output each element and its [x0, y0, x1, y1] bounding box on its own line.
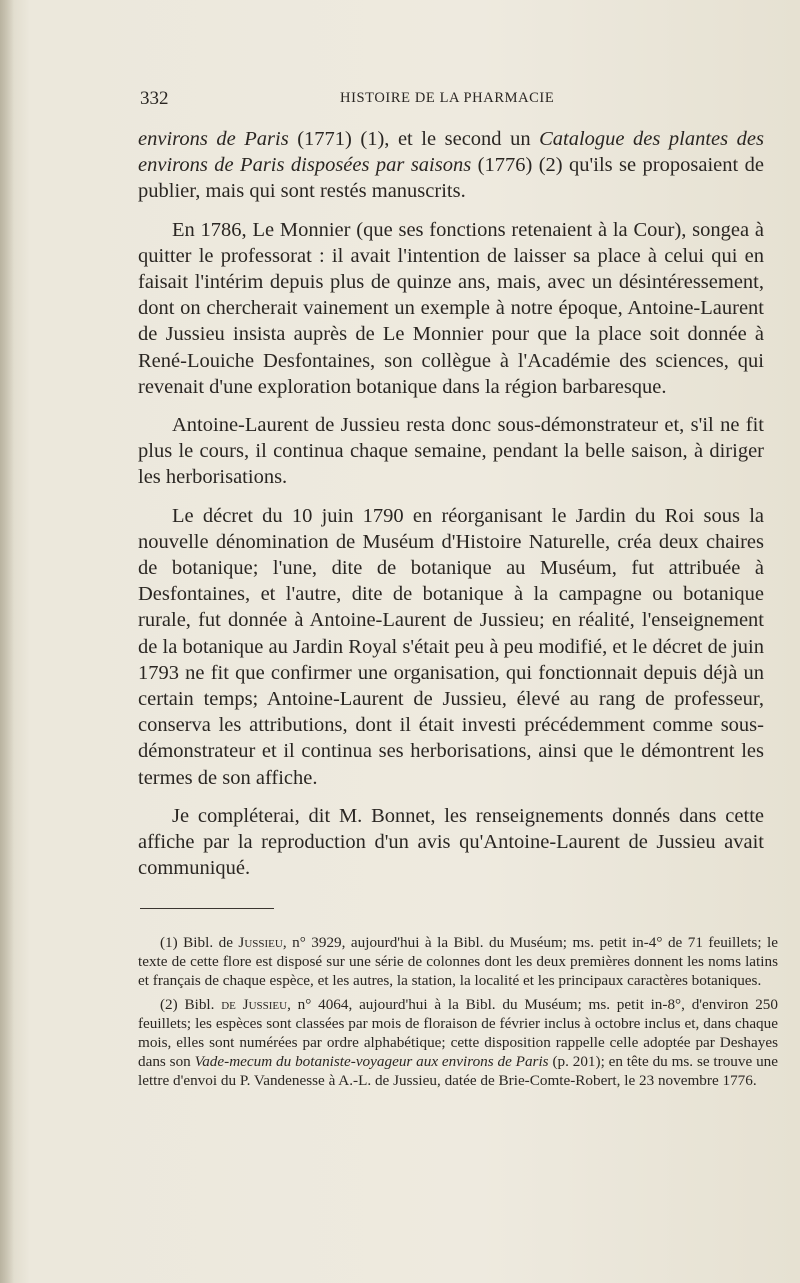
footnote-1-b: , n° 3929, aujourd'hui à la Bibl. du Muséum; ms. petit in-4° de 71 feuillets; le texte de cette flore est disposé sur une série de colonnes dont les deux premières donnent les noms latins et français de chaque espèce, et les autres, la station, la localité et les principaux caractères botaniques.: [138, 934, 778, 989]
footnote-2-author: de Jussieu: [221, 996, 288, 1014]
paragraph-1-text-a: (1771) (1), et le second un: [288, 128, 540, 150]
page-number: 332: [140, 88, 169, 109]
footnote-1-a: (1) Bibl. de: [160, 934, 239, 951]
footnote-2-a: (2) Bibl.: [160, 996, 222, 1014]
title-catalogue-italic: Catalogue des plantes des environs de Paris disposées par saisons: [138, 128, 764, 177]
footnote-2-c: (p. 201); en tête du ms. se trouve une lettre d'envoi du P. Vandenesse à A.-L. de Jussieu, datée de Brie-Comte-Robert, le 23 novembre 1776.: [138, 1052, 779, 1089]
body-text: [138, 126, 764, 893]
footnote-2: [138, 996, 778, 1090]
paragraph-4: Le décret du 10 juin 1790 en réorganisant le Jardin du Roi sous la nouvelle dénomination de Muséum d'Histoire Naturelle, créa deux chaires de botanique; l'une, dite de botanique au Muséum, fut attribuée à Desfontaines, et l'autre, dite de botanique à la campagne ou botanique rurale, fut donnée à Antoine-Laurent de Jussieu; en réalité, l'enseignement de la botanique au Jardin Royal s'était peu à peu modifié, et le décret de juin 1793 ne fit que confirmer une organisation, qui fonctionnait depuis déjà un certain temps; Antoine-Laurent de Jussieu, élevé au rang de professeur, conserva les attributions, dont il était investi précédemment comme sous-démonstrateur et il continua ses herborisations, ainsi que le démontrent les termes de son affiche.: [138, 504, 764, 789]
title-flore-italic: environs de Paris: [138, 128, 289, 150]
footnote-rule: [140, 908, 274, 909]
footnote-2-b: , n° 4064, aujourd'hui à la Bibl. du Muséum; ms. petit in-8°, d'environ 250 feuillets; les espèces sont classées par mois de floraison de février inclus à octobre inclus et, dans chaque mois, elles sont numérées par ordre alphabétique; cette disposition rappelle celle adoptée par Deshayes dans son: [138, 996, 778, 1070]
footnote-1-author: Jussieu: [238, 934, 283, 951]
paragraph-1: [138, 126, 764, 205]
paragraph-2: En 1786, Le Monnier (que ses fonctions retenaient à la Cour), songea à quitter le professorat : il avait l'intention de laisser sa place à celui qui en faisait l'intérim depuis plus de quinze ans, mais, avec un désintéressement, dont on chercherait vainement un exemple à notre époque, Antoine-Laurent de Jussieu insista auprès de Le Monnier pour que la place soit donnée à René-Louiche Desfontaines, son collègue à l'Académie des sciences, qui revenait d'une exploration botanique dans la région barbaresque.: [138, 218, 764, 398]
paragraph-5: Je compléterai, dit M. Bonnet, les renseignements donnés dans cette affiche par la reproduction d'un avis qu'Antoine-Laurent de Jussieu avait communiqué.: [138, 804, 764, 880]
footnote-2-title-italic: Vade-mecum du botaniste-voyageur aux environs de Paris: [194, 1052, 549, 1070]
binding-shadow: [0, 0, 14, 1283]
paragraph-3: Antoine-Laurent de Jussieu resta donc sous-démonstrateur et, s'il ne fit plus le cours, il continua chaque semaine, pendant la belle saison, à diriger les herborisations.: [138, 414, 764, 489]
footnotes: [138, 934, 778, 1096]
paragraph-1-text-b: (1776) (2) qu'ils se proposaient de publier, mais qui sont restés manuscrits.: [138, 154, 764, 203]
footnote-1: [138, 934, 778, 990]
running-title: HISTOIRE DE LA PHARMACIE: [340, 90, 555, 106]
page-header: [140, 88, 780, 112]
